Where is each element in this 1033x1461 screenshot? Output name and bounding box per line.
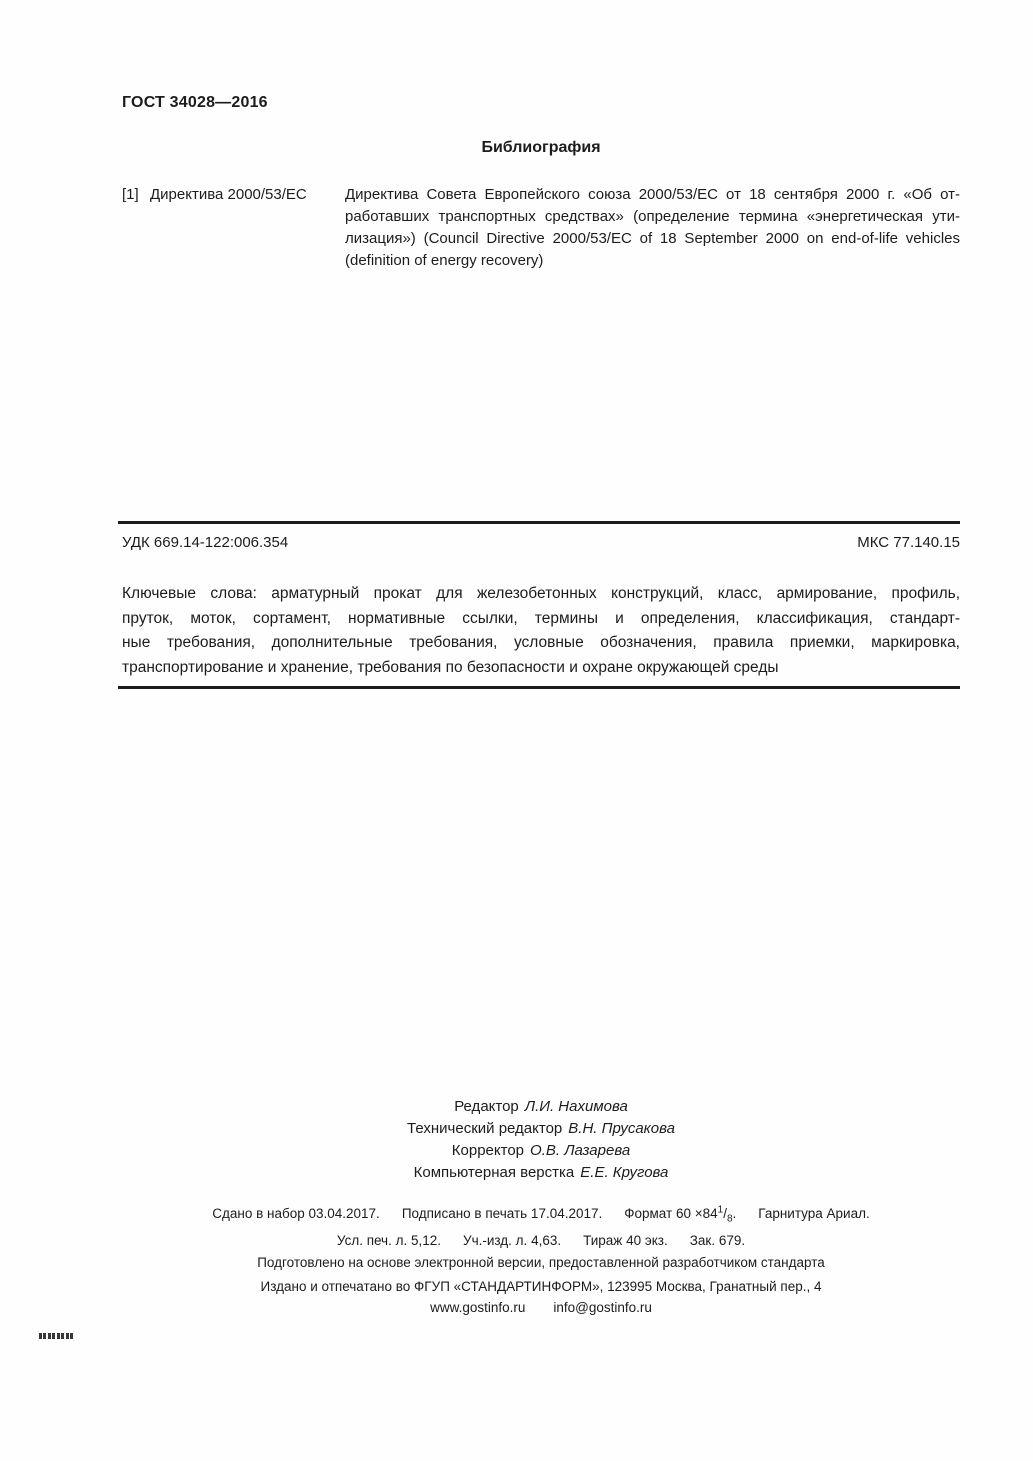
credit-role-label: Редактор	[454, 1098, 519, 1115]
imprint-format-prefix: Формат 60 ×84	[624, 1205, 718, 1221]
imprint-format-sub: 8	[726, 1213, 733, 1225]
keywords-paragraph	[122, 582, 960, 680]
reference-description-line: лизация») (Council Directive 2000/53/EC of 18 September 2000 on end-of-life vehicles	[345, 230, 960, 247]
doc-number: ГОСТ 34028—2016	[122, 94, 268, 111]
imprint-circulation: Тираж 40 экз.	[583, 1233, 668, 1249]
horizontal-rule-bottom	[118, 686, 960, 689]
imprint-printed-sheets: Усл. печ. л. 5,12.	[336, 1233, 442, 1249]
credit-person-name: Л.И. Нахимова	[524, 1098, 628, 1115]
credits-block	[122, 1096, 960, 1184]
reference-term: Директива 2000/53/ЕС	[150, 186, 307, 203]
imprint-format-period: .	[732, 1205, 737, 1221]
credit-role-label: Компьютерная верстка	[413, 1164, 575, 1181]
reference-description-line: работавших транспортных средствах» (определение термина «энергетическая ути-	[345, 208, 960, 225]
bibliography-entry	[122, 184, 960, 272]
publisher-block	[122, 1276, 960, 1318]
credit-role-label: Корректор	[451, 1142, 525, 1159]
publisher-contacts	[122, 1297, 960, 1318]
publisher-address-line: Издано и отпечатано во ФГУП «СТАНДАРТИНФОРМ», 123995 Москва, Гранатный пер., 4	[260, 1279, 822, 1294]
credit-role-label: Технический редактор	[407, 1120, 563, 1137]
publisher-website: www.gostinfo.ru	[430, 1300, 526, 1315]
publisher-email: info@gostinfo.ru	[553, 1300, 652, 1315]
keywords-line: пруток, моток, сортамент, нормативные ссылки, термины и определения, классификация, стандарт-	[122, 609, 960, 627]
section-title: Библиография	[481, 139, 601, 156]
keywords-line: Ключевые слова: арматурный прокат для железобетонных конструкций, класс, армирование, профиль,	[122, 585, 960, 602]
credit-line-technical-editor	[122, 1118, 960, 1140]
mks-code: МКС 77.140.15	[857, 534, 960, 551]
credit-line-editor	[122, 1096, 960, 1118]
imprint-source-note: Подготовлено на основе электронной версии, предоставленной разработчиком стандарта	[257, 1255, 825, 1271]
reference-description-line: Директива Совета Европейского союза 2000/53/ЕС от 18 сентября 2000 г. «Об от-	[345, 186, 960, 203]
imprint-order-number: Зак. 679.	[689, 1233, 746, 1249]
imprint-line-2	[122, 1230, 960, 1252]
reference-number: [1]	[122, 186, 139, 203]
imprint-print-date: Подписано в печать 17.04.2017.	[401, 1205, 603, 1221]
credit-person-name: О.В. Лазарева	[530, 1142, 631, 1159]
reference-description	[345, 184, 960, 272]
imprint-format-slash: /	[723, 1205, 727, 1221]
classification-codes-row	[122, 534, 960, 551]
keywords-line: ные требования, дополнительные требования, условные обозначения, правила приемки, маркировка,	[122, 634, 960, 651]
horizontal-rule-top	[118, 521, 960, 524]
credit-person-name: В.Н. Прусакова	[568, 1120, 675, 1137]
imprint-line-1	[122, 1199, 960, 1230]
imprint-typeset-date: Сдано в набор 03.04.2017.	[212, 1205, 380, 1221]
imprint-publisher-sheets: Уч.-изд. л. 4,63.	[463, 1233, 562, 1249]
credit-line-proofreader	[122, 1140, 960, 1162]
udk-code: УДК 669.14-122:006.354	[122, 534, 289, 551]
imprint-format-sup: 1	[717, 1204, 724, 1215]
reference-description-line: (definition of energy recovery)	[345, 252, 544, 269]
imprint-format	[624, 1204, 737, 1225]
keywords-line: транспортирование и хранение, требования по безопасности и охране окружающей среды	[122, 658, 779, 676]
imprint-typeface: Гарнитура Ариал.	[758, 1205, 870, 1221]
imprint-line-3	[122, 1252, 960, 1274]
credit-line-layout	[122, 1162, 960, 1184]
imprint-block	[122, 1199, 960, 1274]
scan-artifact-mark	[39, 1333, 73, 1339]
credit-person-name: Е.Е. Кругова	[580, 1164, 669, 1181]
